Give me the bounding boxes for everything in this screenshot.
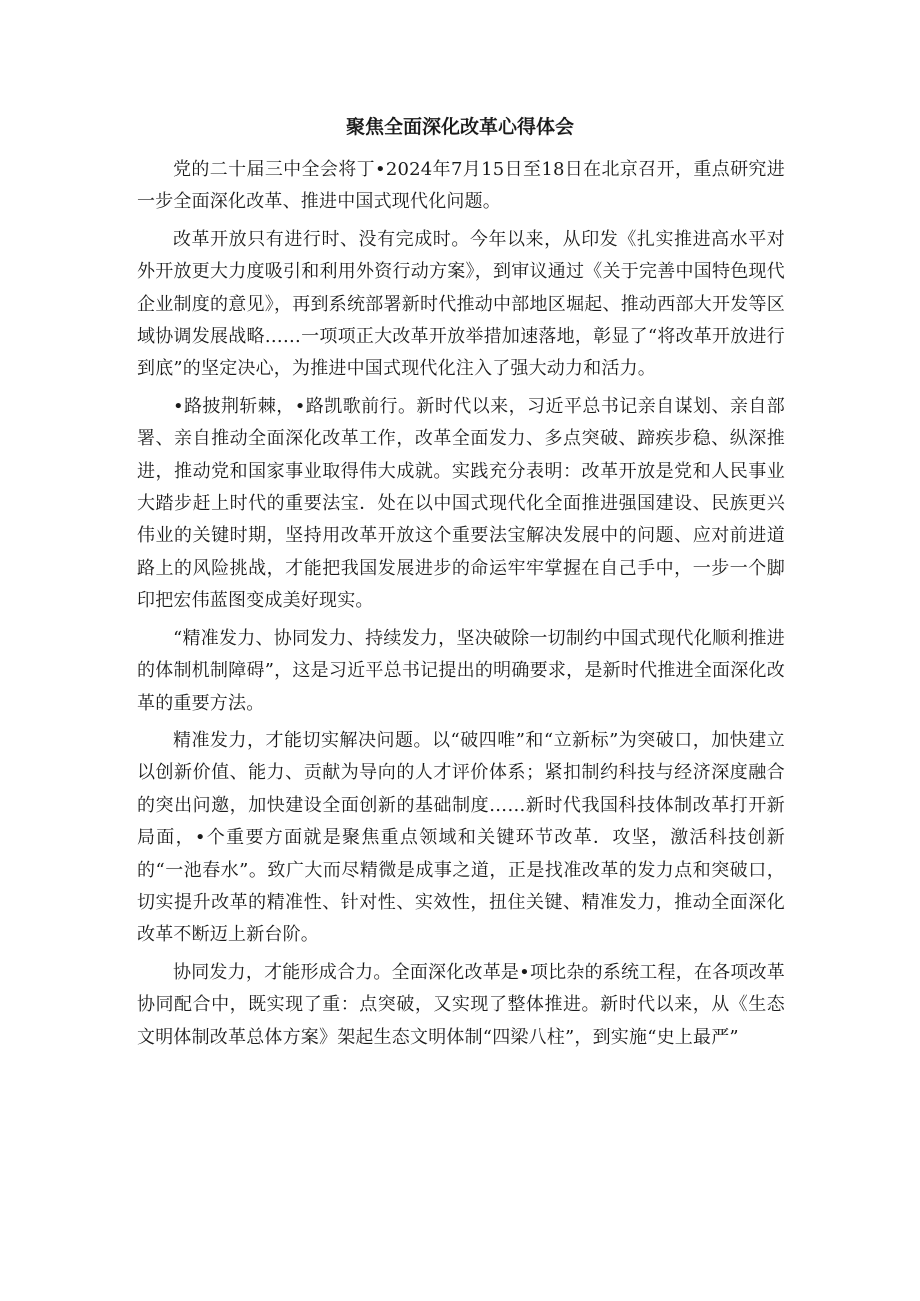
paragraph-2: 改革开放只有进行时、没有完成时。今年以来，从印发《扎实推进高水平对外开放更大力度吸引和利用外资行动方案》，到审议通过《关于完善中国特色现代企业制度的意见》，再到系统部署新时代推动中部地区堀起、推动西部大开发等区域协调发展战略……一项项正大改革开放举措加速落地，彰显了“将改革开放进行到底”的坚定决心，为推进中国式现代化注入了强大动力和活力。 [137, 228, 785, 380]
paragraph-5: 精准发力，才能切实解决问题。以“破四唯”和“立新标”为突破口，加快建立以创新价值、能力、贡献为导向的人才评价体系；紧扣制约科技与经济深度融合的突出问邀，加快建设全面创新的基础制度……新时代我国科技体制改革打开新局面，•个重要方面就是聚焦重点领域和关键环节改革．攻坚，激活科技创新的“一池春水”。致广大而尽精微是成事之道，正是找准改革的发力点和突破口，切实提升改革的精准性、针对性、实效性，扭住关键、精准发力，推动全面深化改革不断迈上新台阶。 [137, 729, 785, 946]
paragraph-6: 协同发力，才能形成合力。全面深化改革是•项比杂的系统工程，在各项改革协同配合中，既实现了重：点突破，又实现了整体推进。新时代以来，从《生态文明体制改革总体方案》架起生态文明体制“四梁八柱”，到实施“史上最严” [137, 961, 785, 1048]
paragraph-1: 党的二十届三中全会将丁•2024年7月15日至18日在北京召开，重点研究进一步全面深化改革、推进中国式现代化问题。 [137, 159, 785, 213]
paragraph-4: “精准发力、协同发力、持续发力，坚决破除一切制约中国式现代化顺利推进的体制机制障碍”，这是习近平总书记提出的明确要求，是新时代推进全面深化改革的重要方法。 [137, 627, 785, 714]
paragraph-3: •路披荆斩棘，•路凯歌前行。新时代以来，习近平总书记亲自谋划、亲自部署、亲自推动全面深化改革工作，改革全面发力、多点突破、蹄疾步稳、纵深推进，推动党和国家事业取得伟大成就。实践充分表明：改革开放是党和人民事业大踏步赶上时代的重要法宝．处在以中国式现代化全面推进强国建设、民族更兴伟业的关键时期，坚持用改革开放这个重要法宝解决发展中的问题、应对前进道路上的风险挑战，才能把我国发展进步的命运牢牢掌握在自己手中，一步一个脚印把宏伟蓝图变成美好现实。 [137, 395, 785, 612]
document-body [137, 154, 785, 1059]
document-title: 聚焦全面深化改革心得体会 [345, 116, 574, 138]
